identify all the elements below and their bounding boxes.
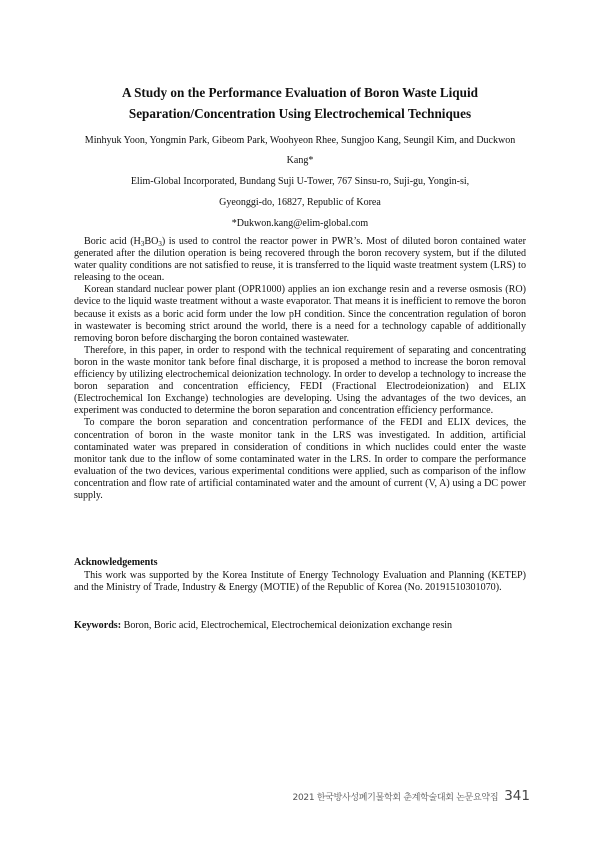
paragraph-1 [74,236,526,284]
acknowledgements-text: This work was supported by the Korea Institute of Energy Technology Evaluation and Planning (KETEP) and the Ministry of Trade, Industry & Energy (MOTIE) of the Republic of Korea (No. 20191510301070). [74,570,526,594]
title-line-2: Separation/Concentration Using Electrochemical Techniques [128,106,472,121]
abstract-body [74,236,526,502]
p1-mid: BO [144,236,159,247]
affiliation-line-2: Gyeonggi-do, 16827, Republic of Korea [219,197,381,208]
page-footer [293,788,530,804]
corresponding-email: *Dukwon.kang@elim-global.com [231,218,369,229]
acknowledgements-section [74,570,526,594]
p1-post: ) is used to control the reactor power in PWR’s. Most of diluted boron contained water generated after the dilution operation is being recovered through the boron recovery system, but if the diluted water quality conditions are not satisfied to reuse, it is transferred to the liquid waste treatment system (LRS) to releasing to the ocean. [74,236,526,284]
conference-name: 2021 한국방사성폐기물학회 춘계학술대회 논문요약집 [292,793,499,803]
affiliation [74,171,526,234]
paragraph-3: Therefore, in this paper, in order to respond with the technical requirement of separating and concentrating boron in the waste monitor tank before final discharge, it is proposed a method to increase the boron removal efficiency by utilizing electrochemical deionization technology. In order to develop a technology to increase the boron separation and concentration efficiency, FEDI (Fractional Electrodeionization) and ELIX (Electrochemical Ion Exchange) technologies are developing. Using the advantages of the two devices, an experiment was conducted to determine the boron separation and concentration efficiency performance. [74,344,526,417]
author-list: Minhyuk Yoon, Yongmin Park, Gibeom Park, Woohyeon Rhee, Sungjoo Kang, Seungil Kim, and Duckwon Kang* [84,135,516,166]
p1-subscript-1: 3 [140,240,145,248]
title-line-1: A Study on the Performance Evaluation of Boron Waste Liquid [122,85,478,100]
paragraph-4: To compare the boron separation and concentration performance of the FEDI and ELIX devices, the concentration of boron in the waste monitor tank in the LRS was investigated. In addition, artificial contaminated water was prepared in consideration of conditions in which nuclides could enter the waste monitor tank due to the inflow of some contaminated water in the LRS. In order to compare the performance evaluation of the two devices, various experimental conditions were applied, such as comparison of the inflow concentration and flow rate of artificial contaminated water and the amount of current (V, A) using a DC power supply. [74,417,526,501]
paper-title [60,82,540,124]
p1-subscript-2: 3 [158,240,162,248]
p1-pre: Boric acid (H [84,236,141,247]
keywords-text: Boron, Boric acid, Electrochemical, Electrochemical deionization exchange resin [121,620,453,631]
keywords-line [74,620,526,632]
affiliation-line-1: Elim-Global Incorporated, Bundang Suji U-Tower, 767 Sinsu-ro, Suji-gu, Yongin-si, [130,176,470,187]
keywords-label: Keywords: [74,620,122,631]
acknowledgements-heading: Acknowledgements [74,557,158,568]
page-number: 341 [504,788,530,804]
paragraph-2: Korean standard nuclear power plant (OPR1000) applies an ion exchange resin and a reverse osmosis (RO) device to the liquid waste treatment without a waste evaporator. That means it is inefficient to remove the boron because it exists as a boric acid form under the low pH condition. Since the concentration regulation of boron in wastewater is becoming strict around the world, there is a need for a technology capable of additionally removing boron before discharging the boron contained wastewater. [74,284,526,344]
